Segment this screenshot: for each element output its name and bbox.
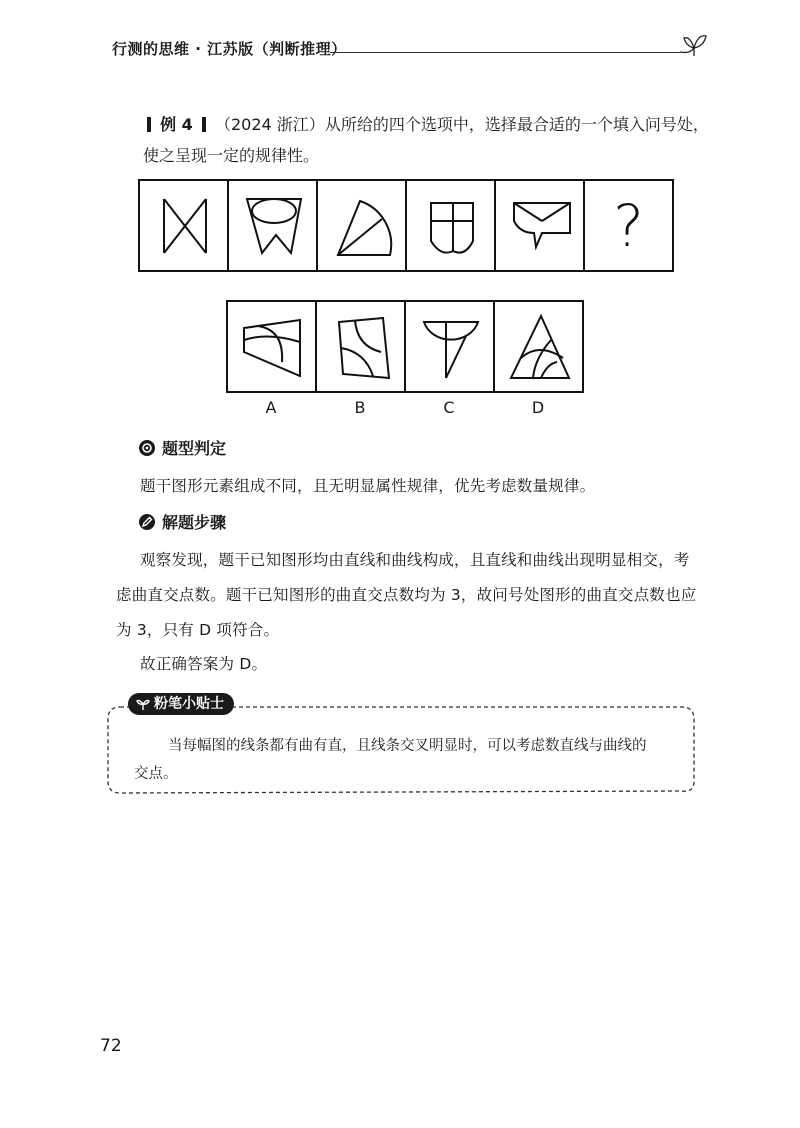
stem-figure-3: [316, 179, 407, 272]
section-steps-title: 解题步骤: [162, 513, 227, 532]
steps-line-3: 为 3，只有 D 项符合。: [116, 621, 280, 639]
question-source: （2024 浙江）: [215, 115, 325, 134]
section-type-text: 题干图形元素组成不同，且无明显属性规律，优先考虑数量规律。: [140, 477, 596, 495]
running-header-title: 行测的思维 · 江苏版（判断推理）: [112, 40, 347, 58]
question-text-1: 从所给的四个选项中，选择最合适的一个填入问号处，: [324, 115, 709, 134]
tip-badge-label: 粉笔小贴士: [154, 696, 224, 712]
option-label-a: A: [265, 398, 277, 417]
section-type-title: 题型判定: [162, 439, 227, 458]
example-bar-left: [147, 117, 151, 132]
option-figure-c[interactable]: [404, 300, 495, 393]
option-figure-a[interactable]: [226, 300, 317, 393]
section-steps-heading: [138, 510, 226, 533]
stem-figure-5: [494, 179, 585, 272]
question-line-2: 使之呈现一定的规律性。: [143, 146, 320, 165]
option-label-c: C: [443, 398, 455, 417]
option-label-d: D: [531, 398, 545, 417]
stem-figure-4: [405, 179, 496, 272]
option-figure-b[interactable]: [315, 300, 406, 393]
steps-line-2: 虑曲直交点数。题干已知图形的曲直交点数均为 3，故问号处图形的曲直交点数也应: [116, 586, 697, 604]
tip-line-2: 交点。: [134, 766, 178, 782]
option-figure-d[interactable]: [493, 300, 584, 393]
example-bar-right: [202, 117, 206, 132]
option-label-b: B: [354, 398, 366, 417]
page-number: 72: [100, 1036, 122, 1056]
steps-line-1: 观察发现，题干已知图形均由直线和曲线构成，且直线和曲线出现明显相交，考: [140, 551, 690, 569]
stem-figure-2: [227, 179, 318, 272]
section-type-heading: [138, 436, 226, 459]
question-line-1: [143, 112, 709, 135]
question-mark-box: [583, 179, 674, 272]
tip-badge: [128, 693, 234, 715]
steps-answer: 故正确答案为 D。: [140, 655, 268, 673]
sprout-icon: [136, 697, 150, 711]
sprout-icon: [676, 30, 716, 62]
question-mark: ?: [613, 191, 644, 260]
example-label: 例 4: [160, 115, 193, 134]
header-rule: [330, 52, 680, 53]
pencil-icon: [138, 513, 156, 531]
stem-figure-1: [138, 179, 229, 272]
gear-icon: [138, 439, 156, 457]
tip-line-1: 当每幅图的线条都有曲有直，且线条交叉明显时，可以考虑数直线与曲线的: [168, 738, 647, 754]
